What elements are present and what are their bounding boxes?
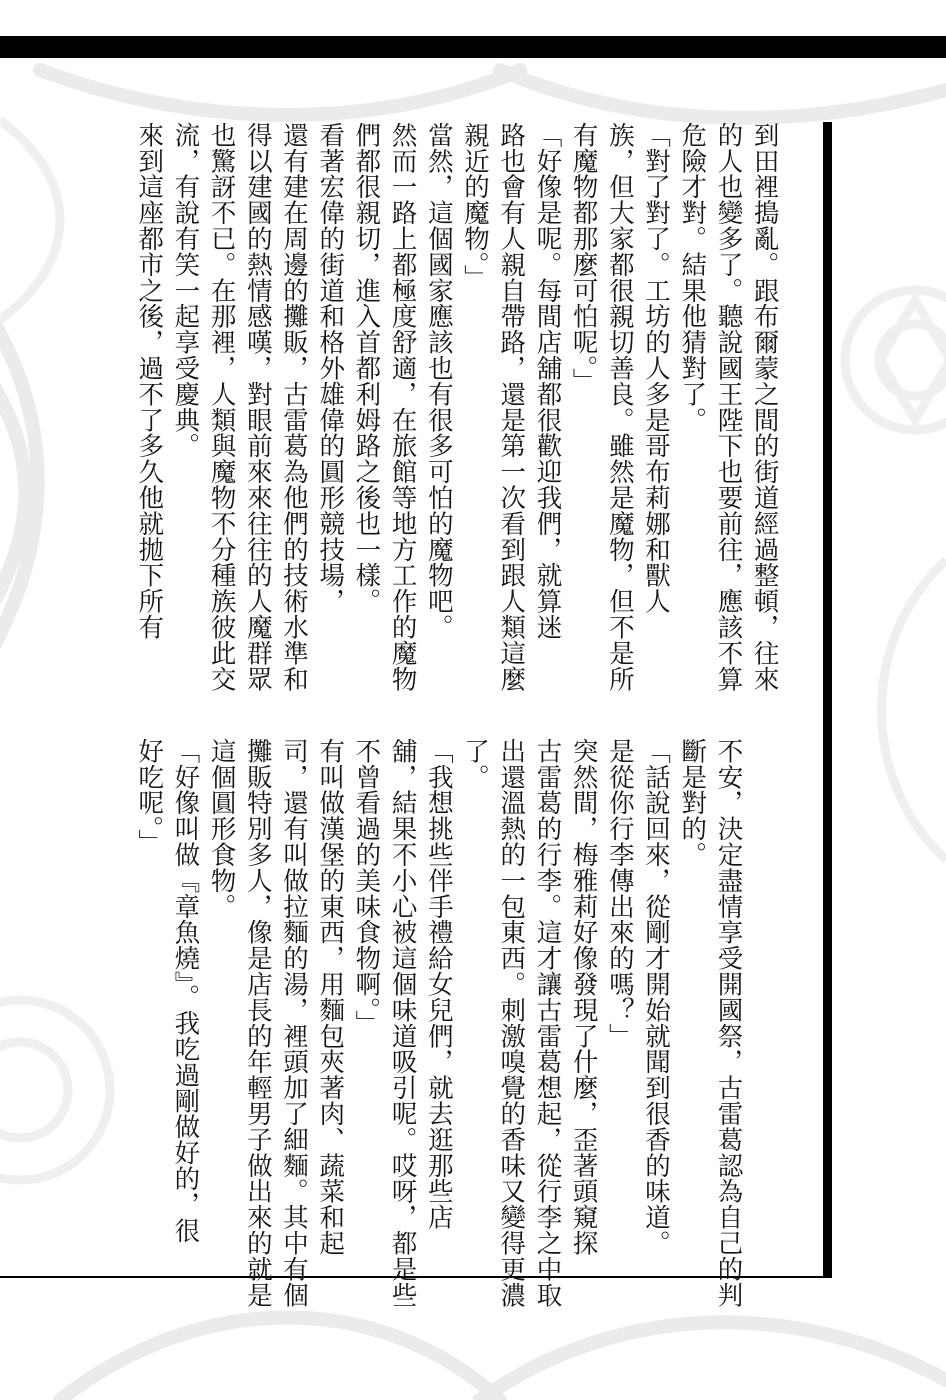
ornament-diamond-right [880,300,946,420]
text-line: 舖，結果不小心被這個味道吸引呢。哎呀，都是些 [387,738,418,1308]
top-border-band [0,36,946,58]
text-line: 了。 [460,738,491,790]
right-margin-rule [823,122,832,1277]
ornament-ring-right [845,290,946,430]
text-line: 來到這座都市之後，過不了多久他就拋下所有 [134,122,165,640]
text-line: 好吃呢。」 [134,738,165,855]
text-block-upper [131,122,783,692]
text-line: 「話說回來，從剛才開始就聞到很香的味道。 [641,738,672,1256]
text-line: 斷是對的。 [677,738,708,868]
text-line: 然而一路上都極度舒適，在旅館等地方工作的魔物 [387,122,418,692]
ornament-swirl-bottom [60,1318,500,1400]
text-line: 不安，決定盡情享受開國祭，古雷葛認為自己的判 [713,738,744,1308]
text-line: 到田裡搗亂。跟布爾蒙之間的街道經過整頓，往來 [749,122,780,692]
text-line: 也驚訝不已。在那裡，人類與魔物不分種族彼此交 [206,122,237,692]
text-line: 古雷葛的行李。這才讓古雷葛想起，從行李之中取 [532,738,563,1308]
text-line: 出還溫熱的一包東西。刺激嗅覺的香味又變得更濃 [496,738,527,1308]
text-line: 看著宏偉的街道和格外雄偉的圓形競技場， [315,122,346,615]
ornament-swirl-bottom-2 [480,1322,946,1400]
text-line: 得以建國的熱情感嘆，對眼前來來往往的人魔群眾 [242,122,273,692]
ornament-swirl-top-2 [500,70,946,118]
text-line: 「對了對了。工坊的人多是哥布莉娜和獸人 [641,122,672,615]
text-line: 「我想挑些伴手禮給女兒們，就去逛那些店 [423,738,454,1231]
ornament-swirl-top [40,70,520,115]
text-line: 「好像是呢。每間店舖都很歡迎我們，就算迷 [532,122,563,640]
text-line: 有叫做漢堡的東西，用麵包夾著肉、蔬菜和起 [315,738,346,1256]
text-line: 突然間，梅雅莉好像發現了什麼，歪著頭窺探 [568,738,599,1256]
text-line: 們都很親切，進入首都利姆路之後也一樣。 [351,122,382,615]
text-line: 危險才對。結果他猜對了。 [677,122,708,433]
text-line: 還有建在周邊的攤販，古雷葛為他們的技術水準和 [279,122,310,692]
text-line: 的人也變多了。聽說國王陛下也要前往，應該不算 [713,122,744,692]
text-line: 流，有說有笑一起享受慶典。 [170,122,201,459]
text-line: 「好像叫做『章魚燒』。我吃過剛做好的，很 [170,738,201,1244]
text-block-lower [131,738,746,1308]
ornament-arc-right [882,560,946,860]
text-line: 攤販特別多人，像是店長的年輕男子做出來的就是 [242,738,273,1308]
ornament-ring-left [0,1000,110,1180]
text-line: 路也會有人親自帶路，還是第一次看到跟人類這麼 [496,122,527,692]
ornament-arc-left-top [0,120,60,320]
text-line: 不曾看過的美味食物啊。」 [351,738,382,1037]
text-line: 族，但大家都很親切善良。雖然是魔物，但不是所 [604,122,635,692]
text-line: 司，還有叫做拉麵的湯，裡頭加了細麵。其中有個 [279,738,310,1308]
text-line: 這個圓形食物。 [206,738,237,920]
text-line: 親近的魔物。」 [460,122,491,291]
ornament-ring-left-inner [0,1042,68,1138]
text-line: 當然，這個國家應該也有很多可怕的魔物吧。 [423,122,454,640]
text-line: 有魔物都那麼可怕呢。」 [568,122,599,395]
text-line: 是從你行李傳出來的嗎？」 [604,738,635,1049]
